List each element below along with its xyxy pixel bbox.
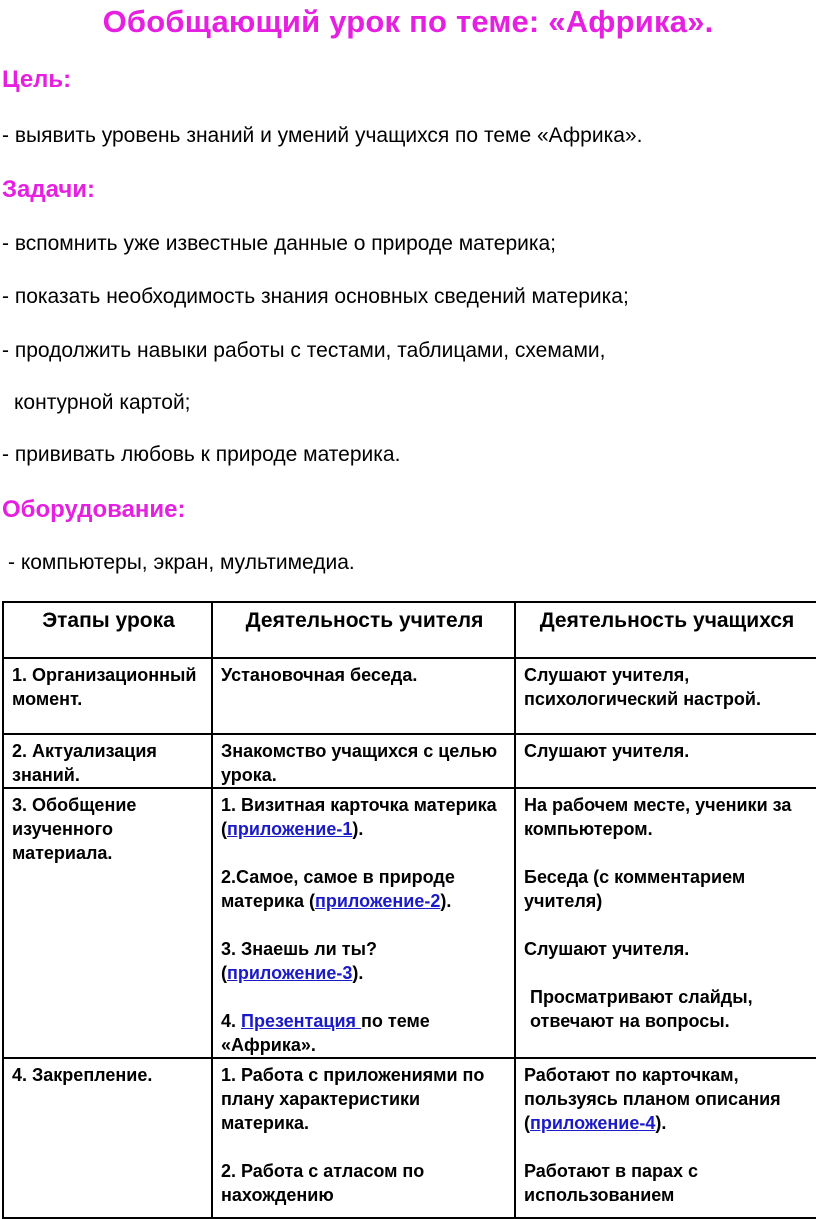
teacher-item: 2.Самое, самое в природе материка (приложение-2). <box>221 867 455 911</box>
teacher-item: 2. Работа с атласом по нахождению <box>221 1161 425 1205</box>
teacher-cell: Знакомство учащихся с целью урока. <box>212 734 515 788</box>
students-item: Работают в парах с использованием <box>524 1161 698 1205</box>
stage-cell: 1. Организационный момент. <box>3 658 212 734</box>
appendix-1-link[interactable]: приложение-1 <box>227 819 353 839</box>
lesson-table <box>2 601 816 1219</box>
goal-heading: Цель: <box>2 66 72 93</box>
students-item: Слушают учителя. <box>524 939 690 959</box>
goal-text: - выявить уровень знаний и умений учащихся по теме «Африка». <box>2 124 643 147</box>
header-teacher: Деятельность учителя <box>212 602 515 658</box>
teacher-item: 1. Работа с приложениями по плану характеристики материка. <box>221 1065 485 1133</box>
task-item: контурной картой; <box>14 391 191 414</box>
teacher-cell: Установочная беседа. <box>212 658 515 734</box>
students-cell <box>515 788 816 1058</box>
presentation-link[interactable]: Презентация <box>241 1011 362 1031</box>
page-title: Обобщающий урок по теме: «Африка». <box>102 4 714 39</box>
students-cell: Слушают учителя, психологический настрой. <box>515 658 816 734</box>
appendix-3-link[interactable]: приложение-3 <box>227 963 353 983</box>
students-cell: Слушают учителя. <box>515 734 816 788</box>
teacher-cell <box>212 1058 515 1218</box>
stage-cell: 4. Закрепление. <box>3 1058 212 1218</box>
students-item: Просматривают слайды, отвечают на вопросы. <box>530 987 753 1031</box>
tasks-heading: Задачи: <box>2 176 96 203</box>
appendix-4-link[interactable]: приложение-4 <box>530 1113 656 1133</box>
header-students: Деятельность учащихся <box>515 602 816 658</box>
teacher-cell <box>212 788 515 1058</box>
table-row <box>3 788 816 1058</box>
table-row <box>3 734 816 788</box>
appendix-2-link[interactable]: приложение-2 <box>315 891 441 911</box>
students-item: Работают по карточкам, пользуясь планом описания (приложение-4). <box>524 1065 781 1133</box>
task-item: - продолжить навыки работы с тестами, таблицами, схемами, <box>2 339 606 362</box>
header-stages: Этапы урока <box>3 602 212 658</box>
teacher-item: 1. Визитная карточка материка (приложение-1). <box>221 795 497 839</box>
task-item: - показать необходимость знания основных сведений материка; <box>2 285 629 308</box>
equipment-text: - компьютеры, экран, мультимедиа. <box>8 551 355 574</box>
table-row <box>3 658 816 734</box>
table-header-row <box>3 602 816 658</box>
stage-cell: 3. Обобщение изученного материала. <box>3 788 212 1058</box>
task-item: - вспомнить уже известные данные о природе материка; <box>2 232 557 255</box>
equipment-heading: Оборудование: <box>2 496 186 523</box>
table-row <box>3 1058 816 1218</box>
students-item: На рабочем месте, ученики за компьютером. <box>524 795 792 839</box>
stage-cell: 2. Актуализация знаний. <box>3 734 212 788</box>
task-item: - прививать любовь к природе материка. <box>2 443 401 466</box>
teacher-item: 4. Презентация по теме «Африка». <box>221 1011 430 1055</box>
students-item: Беседа (с комментарием учителя) <box>524 867 746 911</box>
teacher-item: 3. Знаешь ли ты? (приложение-3). <box>221 939 377 983</box>
students-cell <box>515 1058 816 1218</box>
